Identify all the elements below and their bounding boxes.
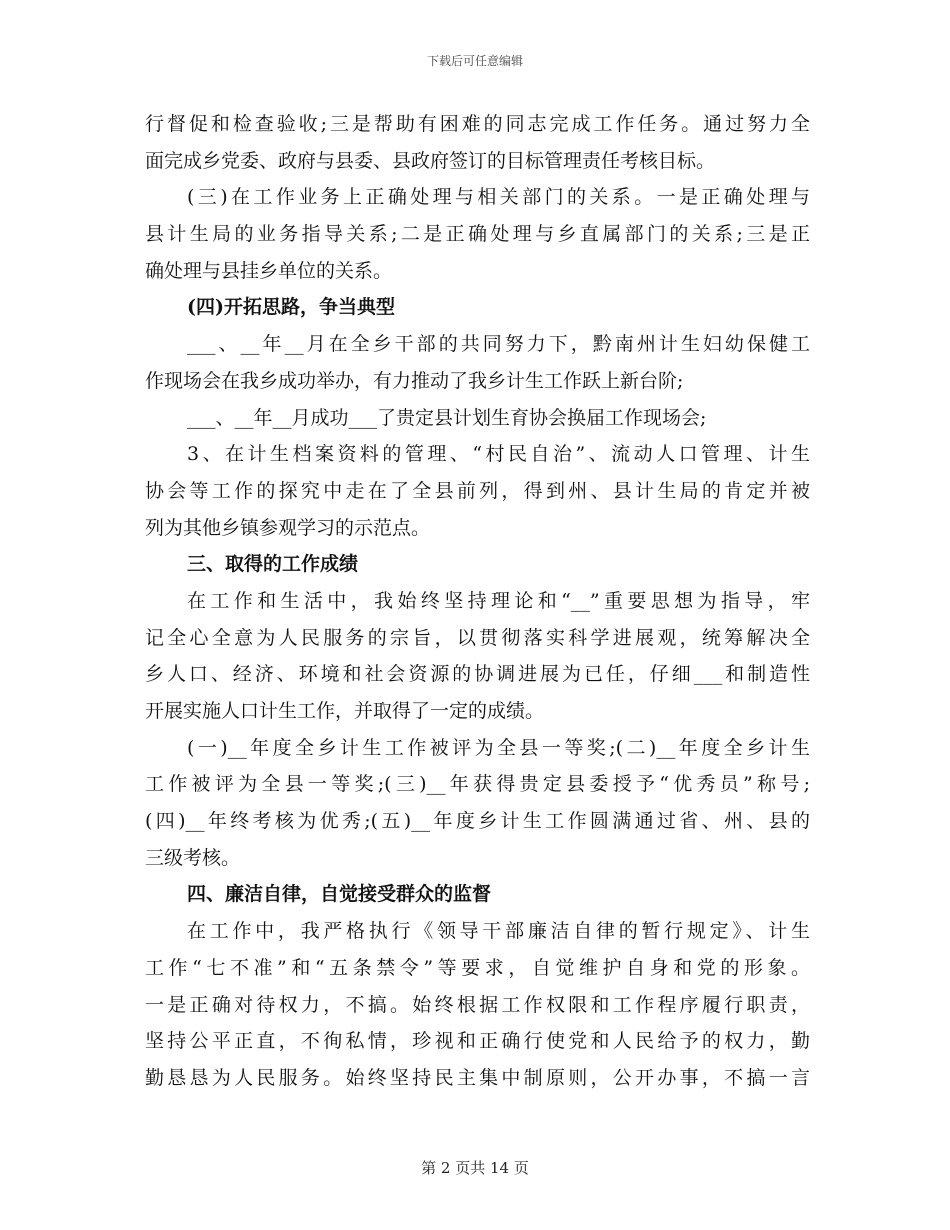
- text-line: (四)__年终考核为优秀;(五)__年度乡计生工作圆满通过省、州、县的: [145, 810, 810, 833]
- document-body: [145, 106, 810, 1097]
- text-line: 3、在计生档案资料的管理、“村民自治”、流动人口管理、计生: [187, 443, 810, 466]
- text-line: 行督促和检查验收;三是帮助有困难的同志完成工作任务。通过努力全: [145, 113, 810, 135]
- text-line: 在工作和生活中，我始终坚持理论和“__”重要思想为指导，牢: [187, 589, 810, 612]
- text-line: 勤恳恳为人民服务。始终坚持民主集中制原则，公开办事，不搞一言: [145, 1066, 810, 1089]
- text-line: 作现场会在我乡成功举办，有力推动了我乡计生工作跃上新台阶;: [145, 369, 684, 392]
- text-line: 在工作中，我严格执行《领导干部廉洁自律的暂行规定》、计生: [187, 920, 810, 943]
- text-line: 乡人口、经济、环境和社会资源的协调进展为已任，仔细___和制造性: [145, 663, 810, 686]
- section-heading: 四、廉洁自律，自觉接受群众的监督: [187, 883, 492, 906]
- page-number-footer: 第 2 页共 14 页: [421, 1159, 529, 1177]
- text-line: 列为其他乡镇参观学习的示范点。: [145, 516, 431, 539]
- text-line: ___、__年__月成功___了贵定县计划生育协会换届工作现场会;: [187, 406, 707, 429]
- page-header: 下载后可任意编辑: [426, 54, 523, 68]
- text-line: 工作被评为全县一等奖;(三)__年获得贵定县委授予“优秀员”称号;: [145, 773, 810, 796]
- text-line: 面完成乡党委、政府与县委、县政府签订的目标管理责任考核目标。: [145, 149, 716, 172]
- text-line: 开展实施人口计生工作，并取得了一定的成绩。: [145, 700, 545, 722]
- text-line: ___、__年__月在全乡干部的共同努力下，黔南州计生妇幼保健工: [187, 333, 810, 356]
- text-line: 协会等工作的探究中走在了全县前列，得到州、县计生局的肯定并被: [145, 479, 810, 502]
- text-line: 三级考核。: [145, 846, 241, 869]
- text-line: 记全心全意为人民服务的宗旨，以贯彻落实科学进展观，统筹解决全: [145, 626, 810, 649]
- section-heading: (四)开拓思路，争当典型: [187, 296, 395, 319]
- text-line: (三)在工作业务上正确处理与相关部门的关系。一是正确处理与: [187, 186, 810, 209]
- text-line: 确处理与县挂乡单位的关系。: [145, 259, 393, 282]
- text-line: 县计生局的业务指导关系;二是正确处理与乡直属部门的关系;三是正: [145, 223, 810, 246]
- text-line: (一)__年度全乡计生工作被评为全县一等奖;(二)__年度全乡计生: [187, 736, 810, 759]
- section-heading: 三、取得的工作成绩: [187, 553, 359, 576]
- text-line: 坚持公平正直，不徇私情，珍视和正确行使党和人民给予的权力，勤: [145, 1030, 810, 1053]
- text-line: 工作“七不准”和“五条禁令”等要求，自觉维护自身和党的形象。: [145, 956, 810, 979]
- text-line: 一是正确对待权力，不搞。始终根据工作权限和工作程序履行职责，: [145, 993, 810, 1016]
